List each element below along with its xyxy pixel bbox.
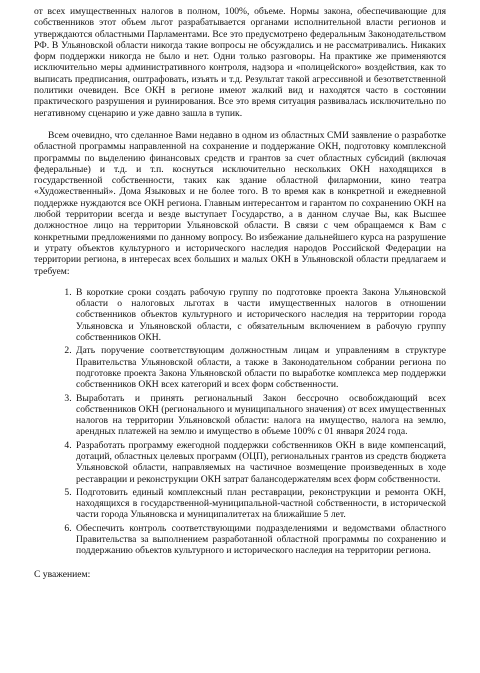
demands-list — [34, 287, 446, 557]
closing-salutation: С уважением: — [34, 568, 91, 580]
list-item: 2. Дать поручение соответствующим должностным лицам и управлениям в структуре Правительства Ульяновской области, а также в Законодательном собрании региона по подготовке проекта Закона Ульяновской области по выработке комплекса мер поддержки собственников ОКН всех категорий и всех форм собственности. — [74, 345, 446, 390]
list-item: 4. Разработать программу ежегодной поддержки собственников ОКН в виде компенсаций, дотаций, областных целевых программ (ОЦП), региональных грантов из средств бюджета Ульяновской области, направляемых на частичное возмещение произведенных в ходе реставрации и реконструкции ОКН затрат балансодержателям всех форм собственности. — [74, 440, 446, 485]
paragraph-continuation: от всех имущественных налогов в полном, 100%, объеме. Нормы закона, обеспечивающие для собственников этот объем льгот разрабатывается органами исполнительной власти регионов и утверждаются областными Парламентами. Все это предусмотрено федеральным Законодательством РФ. В Ульяновской области никогда такие вопросы не обсуждались и не рассматривались. Никаких форм поддержки никогда не было и нет. Одни только разговоры. На практике же применяются исключительно меры административного контроля, надзора и «полицейского» воздействия, как то выписать предписания, оштрафовать, изъять и т.д. Результат такой агрессивной и безответственной политики очевиден. Все ОКН в регионе имеют жалкий вид и находятся часто в состоянии практического разрушения и руинирования. Все это время ситуация развивалась исключительно по негативному сценарию и уже давно зашла в тупик. — [34, 6, 446, 119]
list-item: 1. В короткие сроки создать рабочую группу по подготовке проекта Закона Ульяновской области о налоговых льготах в части имущественных налогов в отношении собственников объектов культурного и исторического наследия на территории города Ульяновска и Ульяновской области, с обязательным включением в рабочую группу собственников ОКН. — [74, 287, 446, 343]
list-item: 5. Подготовить единый комплексный план реставрации, реконструкции и ремонта ОКН, находящихся в государственной-муниципальной-частной собственности, в исторической части города Ульяновска и муниципалитетах на ближайшие 5 лет. — [74, 487, 446, 521]
paragraph-proposal: Всем очевидно, что сделанное Вами недавно в одном из областных СМИ заявление о разработке областной программы направленной на сохранение и поддержание ОКН, подготовку комплексной программы по выделению финансовых средств и грантов за счет областных субсидий (включая федеральные) и т.д. и т.п. коснуться исключительно нескольких ОКН находящихся в государственной собственности, таких как здание областной филармонии, кино театра «Художественный». Дома Языковых и не более того. В то время как в конкретной и ежедневной поддержке нуждаются все ОКН региона. Главным интересантом и гарантом по сохранению ОКН на любой территории всегда и везде выступает Государство, а в данном случае Вы, как Высшее должностное лицо на территории Ульяновской области. В связи с чем обращаемся к Вам с конкретными предложениями по данному вопросу. Во избежание дальнейшего курса на разрушение и утрату объектов культурного и исторического наследия народов Российской Федерации на территории региона, в интересах всех больших и малых ОКН в Ульяновской области предлагаем и требуем: — [34, 129, 446, 277]
list-item: 6. Обеспечить контроль соответствующими подразделениями и ведомствами областного Правительства за выполнением разработанной областной программы по сохранению и поддержанию объектов культурного и исторического наследия на территории региона. — [74, 523, 446, 557]
list-item: 3. Выработать и принять региональный Закон бессрочно освобождающий всех собственников ОКН (регионального и муниципального значения) от всех имущественных налогов на территории Ульяновской области: налога на имущество, налога на землю, арендных платежей на землю и имущество в объеме 100% с 01 января 2024 года. — [74, 393, 446, 438]
